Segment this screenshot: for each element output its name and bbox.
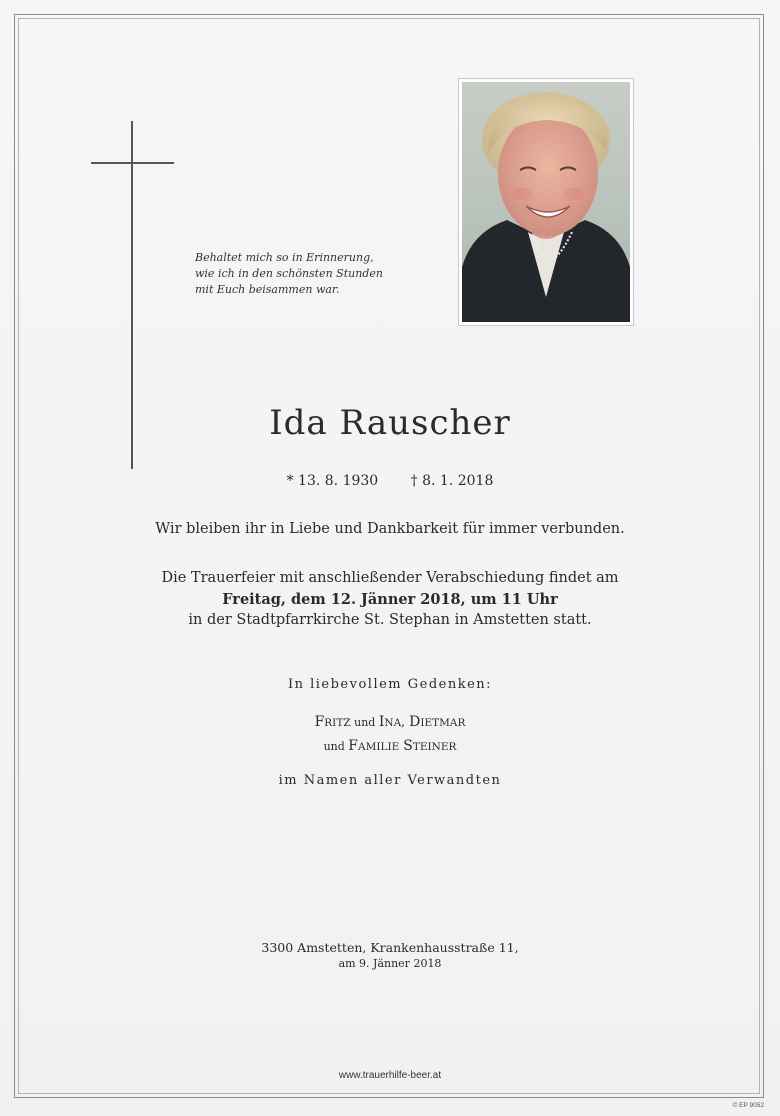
mourners-line-2 bbox=[0, 738, 780, 754]
mourners-line-1 bbox=[0, 714, 780, 730]
relatives-line: im Namen aller Verwandten bbox=[278, 773, 502, 788]
address-date: am 9. Jänner 2018 bbox=[338, 957, 442, 970]
mourner-name-rest: NA bbox=[384, 717, 402, 729]
mourner-name-rest: IETMAR bbox=[420, 717, 466, 729]
quote-line: mit Euch beisammen war. bbox=[195, 283, 340, 296]
ceremony-announcement bbox=[0, 568, 780, 631]
mourner-initial: I bbox=[378, 714, 385, 730]
website-link[interactable]: www.trauerhilfe-beer.at bbox=[338, 1070, 442, 1081]
mourner-initial: F bbox=[348, 738, 358, 754]
quote-line: wie ich in den schönsten Stunden bbox=[195, 267, 383, 280]
mourner-initial: S bbox=[403, 738, 413, 754]
birth-date: * 13. 8. 1930 bbox=[286, 473, 379, 489]
ceremony-location: in der Stadtpfarrkirche St. Stephan in Amstetten statt. bbox=[188, 612, 592, 628]
life-dates bbox=[0, 473, 780, 489]
portrait-illustration bbox=[462, 82, 630, 322]
inner-border bbox=[18, 18, 760, 1094]
print-code: © EP 9052 bbox=[732, 1102, 764, 1109]
portrait-frame bbox=[458, 78, 634, 326]
ceremony-date-time: Freitag, dem 12. Jänner 2018, um 11 Uhr bbox=[222, 591, 558, 608]
separator: , bbox=[401, 714, 410, 729]
ceremony-line-1: Die Trauerfeier mit anschließender Verabschiedung findet am bbox=[161, 570, 619, 586]
conjunction: und bbox=[350, 716, 379, 729]
mourner-name-rest: TEINER bbox=[412, 741, 457, 753]
conjunction: und bbox=[323, 740, 349, 753]
deceased-name: Ida Rauscher bbox=[269, 403, 511, 443]
memorial-quote bbox=[195, 250, 425, 298]
cross-horizontal-bar bbox=[91, 162, 174, 164]
address-line: 3300 Amstetten, Krankenhausstraße 11, bbox=[261, 940, 519, 955]
mourner-initial: F bbox=[314, 714, 325, 730]
death-date: † 8. 1. 2018 bbox=[410, 473, 494, 489]
remembrance-verse: Wir bleiben ihr in Liebe und Dankbarkeit für immer verbunden. bbox=[155, 521, 625, 537]
mourner-name-rest: AMILIE bbox=[358, 741, 400, 753]
quote-line: Behaltet mich so in Erinnerung, bbox=[195, 251, 374, 264]
mourners-intro: In liebevollem Gedenken: bbox=[287, 677, 493, 692]
mourner-initial: D bbox=[409, 714, 421, 730]
portrait-photo bbox=[462, 82, 630, 322]
mourner-name-rest: RITZ bbox=[324, 717, 351, 729]
